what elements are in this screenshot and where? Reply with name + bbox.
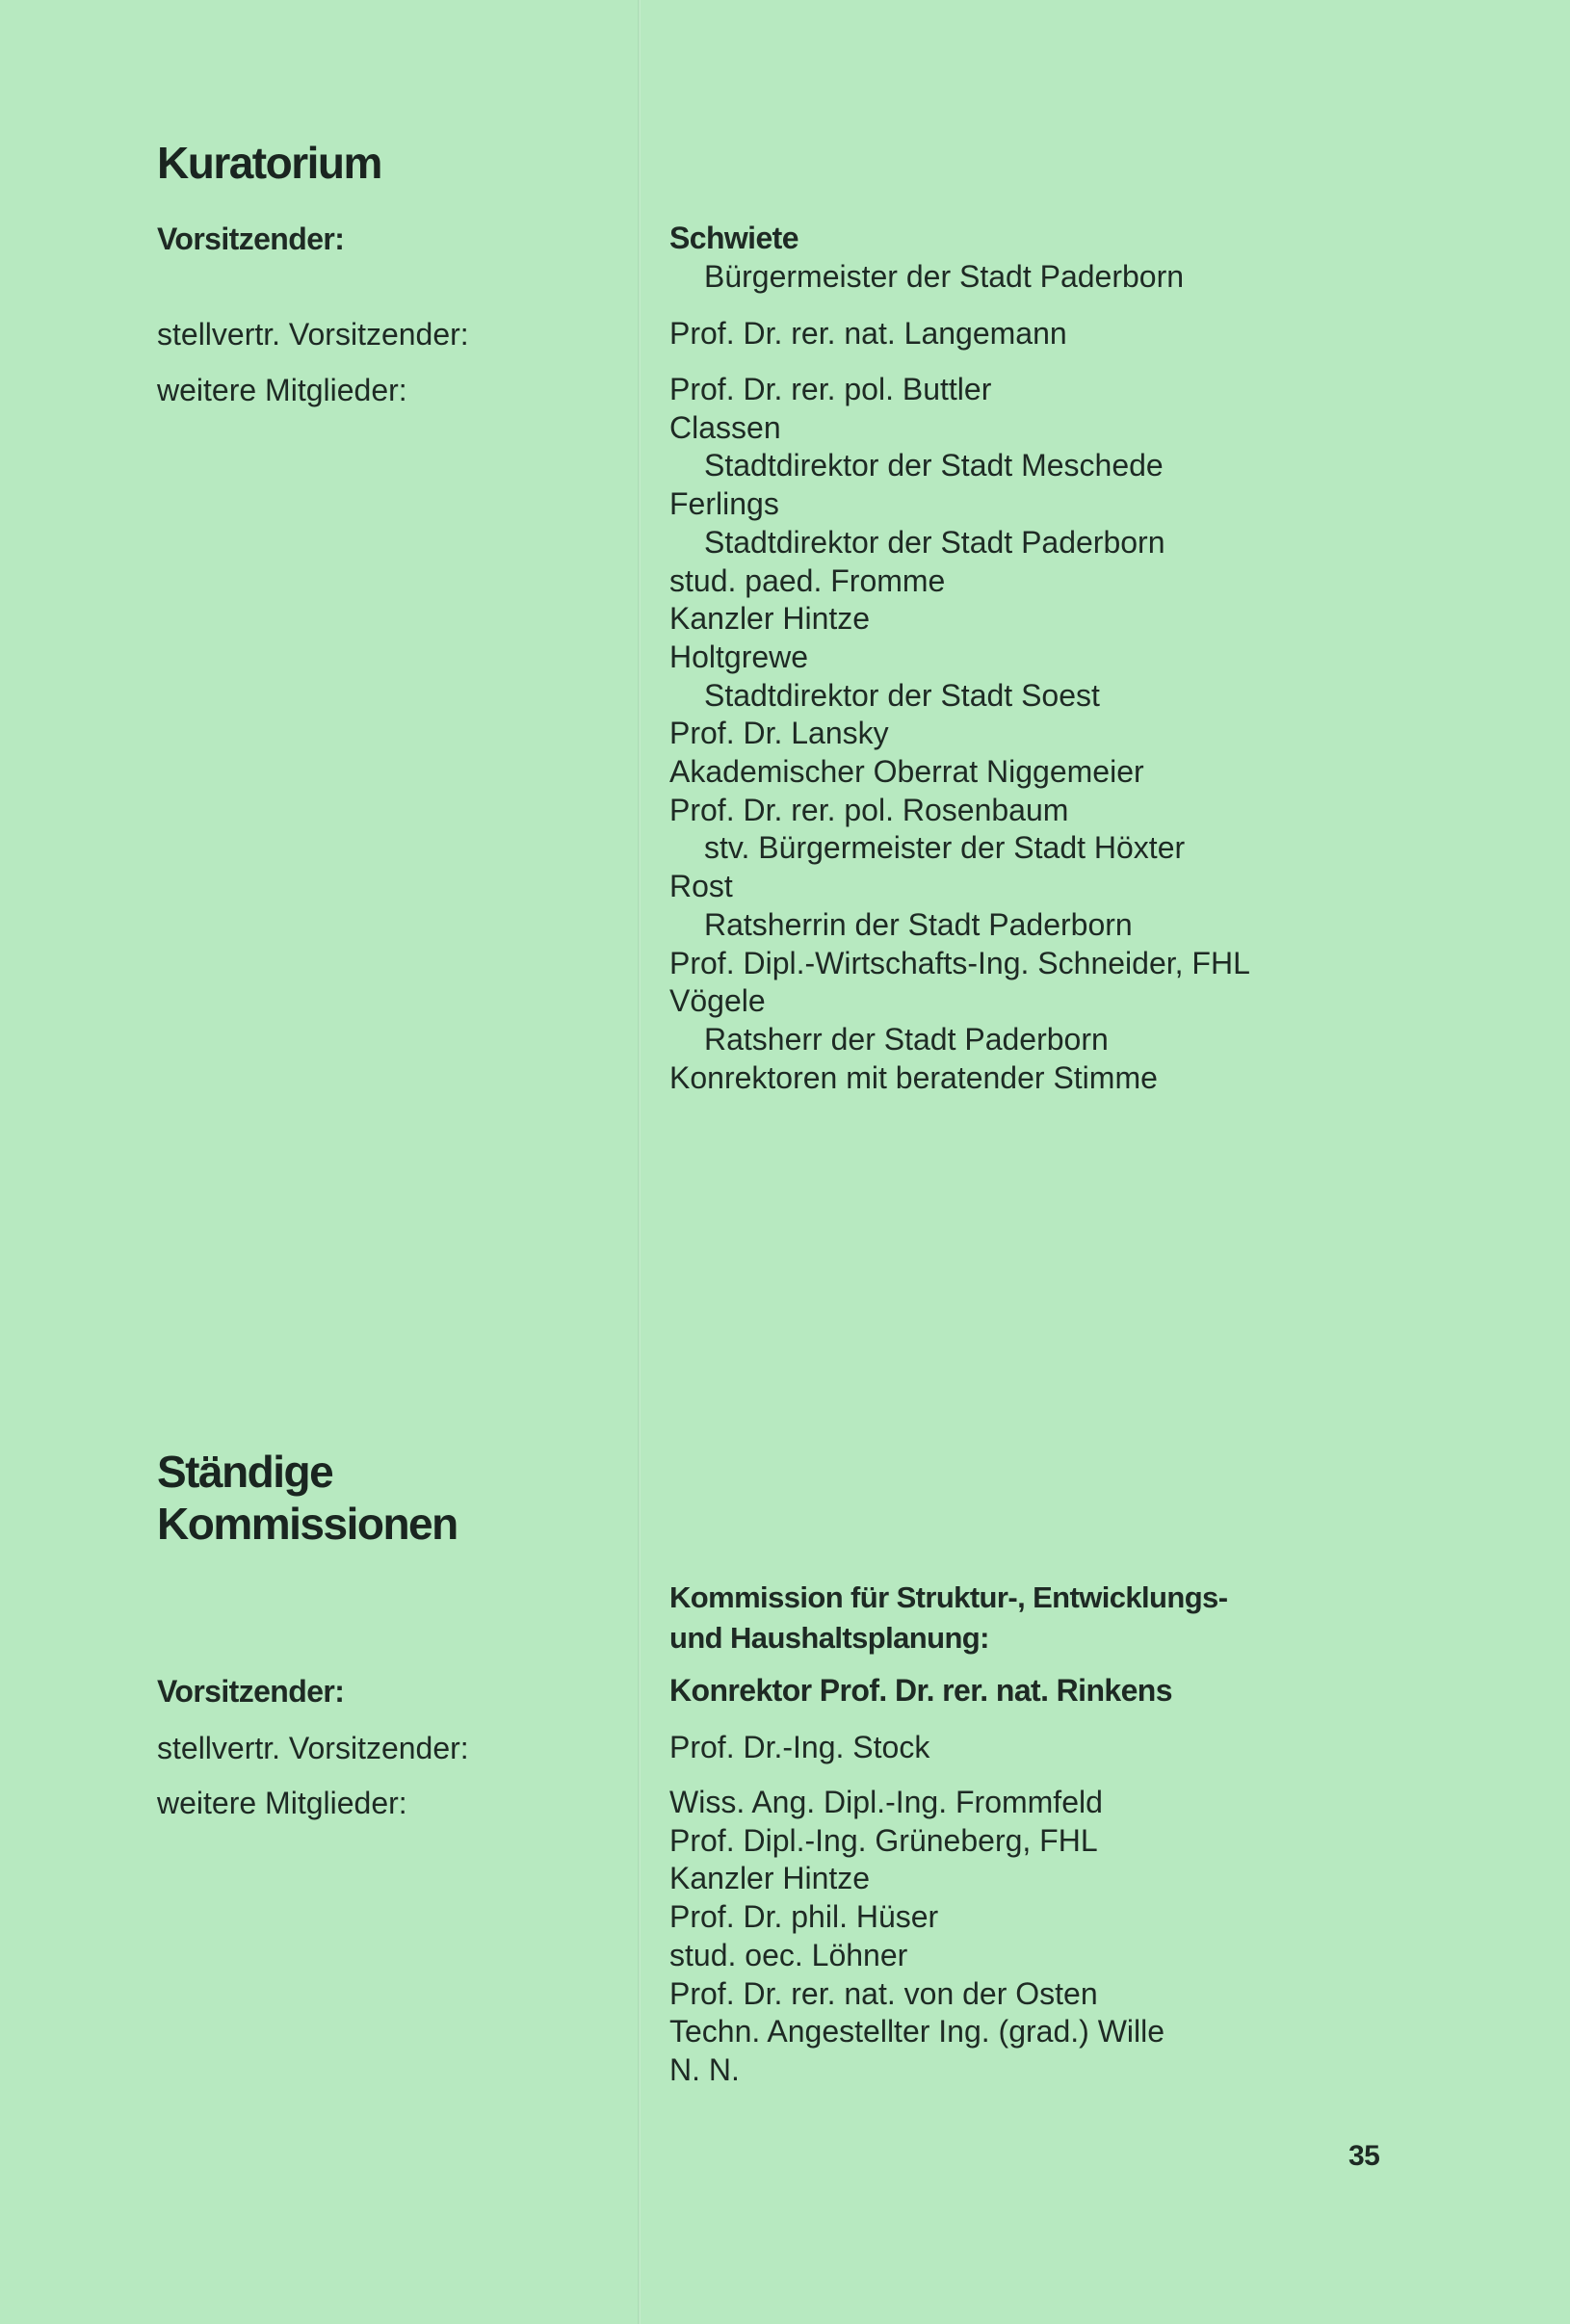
kommissionen-chair-label: Vorsitzender: [157,1674,345,1709]
kommissionen-heading-line1: Ständige [157,1447,333,1497]
kuratorium-chair-label: Vorsitzender: [157,222,345,256]
kommissionen-chair-block [669,1672,1536,1710]
kuratorium-deputy-block [669,315,1536,353]
member-line: Akademischer Oberrat Niggemeier [669,754,1144,790]
kommissionen-deputy-label: stellvertr. Vorsitzender: [157,1731,469,1765]
page-fold [638,0,641,2324]
member-line: Wiss. Ang. Dipl.-Ing. Frommfeld [669,1785,1103,1819]
member-role-line: Stadtdirektor der Stadt Soest [704,677,1100,713]
member-line: Kanzler Hintze [669,1861,871,1896]
member-line: Rost [669,869,733,904]
member-line: stud. oec. Löhner [669,1937,908,1972]
kommissionen-members-list [669,1784,1536,2090]
member-line: Prof. Dr. Lansky [669,716,889,751]
member-line: stud. paed. Fromme [669,562,946,598]
kuratorium-deputy-label: stellvertr. Vorsitzender: [157,317,469,352]
kuratorium-deputy-name: Prof. Dr. rer. nat. Langemann [669,316,1067,351]
member-line: Prof. Dipl.-Ing. Grüneberg, FHL [669,1822,1098,1858]
member-line: N. N. [669,2051,740,2087]
member-line: Classen [669,409,781,445]
member-line: Konrektoren mit beratender Stimme [669,1059,1158,1095]
kuratorium-chair-name: Schwiete [669,221,798,255]
kuratorium-chair-role: Bürgermeister der Stadt Paderborn [704,258,1185,294]
member-line: Techn. Angestellter Ing. (grad.) Wille [669,2014,1165,2050]
kommissionen-deputy-block [669,1729,1536,1767]
member-role-line: Ratsherrin der Stadt Paderborn [704,906,1133,942]
kuratorium-chair-block [669,220,1536,296]
member-line: Prof. Dr. rer. nat. von der Osten [669,1975,1098,2011]
member-role-line: stv. Bürgermeister der Stadt Höxter [704,830,1186,866]
kuratorium-members-list [669,371,1536,1097]
member-line: Prof. Dr. rer. pol. Buttler [669,372,992,406]
member-line: Vögele [669,983,766,1019]
kommissionen-chair-name: Konrektor Prof. Dr. rer. nat. Rinkens [669,1673,1172,1708]
kuratorium-heading: Kuratorium [157,138,381,188]
commission-title-line1: Kommission für Struktur-, Entwicklungs- [669,1580,1228,1614]
page-number: 35 [1348,2140,1380,2172]
commission-title [669,1578,1536,1658]
kommissionen-members-label: weitere Mitglieder: [157,1786,407,1820]
kommissionen-deputy-name: Prof. Dr.-Ing. Stock [669,1730,930,1764]
kommissionen-heading-line2: Kommissionen [157,1499,458,1549]
kuratorium-members-label: weitere Mitglieder: [157,373,407,407]
commission-title-line2: und Haushaltsplanung: [669,1621,989,1655]
member-line: Prof. Dipl.-Wirtschafts-Ing. Schneider, FHL [669,945,1250,980]
member-line: Kanzler Hintze [669,601,871,637]
member-line: Ferlings [669,486,779,522]
member-role-line: Stadtdirektor der Stadt Paderborn [704,524,1165,560]
member-line: Holtgrewe [669,639,809,674]
member-line: Prof. Dr. rer. pol. Rosenbaum [669,792,1069,827]
member-role-line: Stadtdirektor der Stadt Meschede [704,448,1164,483]
member-line: Prof. Dr. phil. Hüser [669,1899,939,1935]
member-role-line: Ratsherr der Stadt Paderborn [704,1021,1109,1057]
